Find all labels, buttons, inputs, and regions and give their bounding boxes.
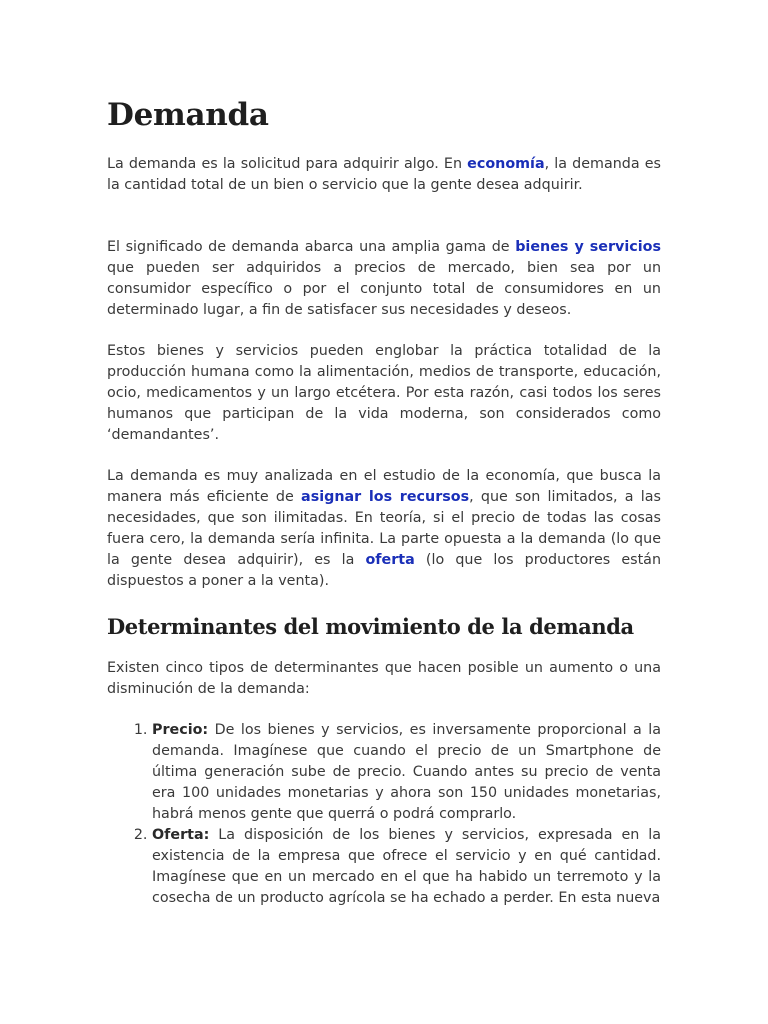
page-title: Demanda [107, 97, 269, 133]
paragraph-significado [107, 237, 661, 321]
p4-text-middle: , que son limitados, a las necesidades, que son ilimitadas. En teoría, si el precio de todas las cosas fuera cero, la demanda sería infinita. La parte opuesta a la demanda (lo que la gente desea adquirir), es la [107, 489, 661, 568]
paragraph-bienes: Estos bienes y servicios pueden englobar la práctica totalidad de la producción humana como la alimentación, medios de transporte, educación, ocio, medicamentos y un largo etcétera. Por esta razón, casi todos los seres humanos que participan de la vida moderna, son considerados como ‘demandantes’. [107, 343, 661, 443]
p4-text-before: La demanda es muy analizada en el estudio de la economía, que busca la manera más eficiente de [107, 468, 661, 505]
list-item [152, 720, 661, 825]
link-bienes-y-servicios[interactable]: bienes y servicios [515, 239, 661, 255]
intro-text-before: La demanda es la solicitud para adquirir algo. En [107, 156, 468, 172]
p2-text-after: que pueden ser adquiridos a precios de mercado, bien sea por un consumidor específico o por el conjunto total de consumidores en un determinado lugar, a fin de satisfacer sus necesidades y deseos. [107, 260, 661, 318]
p4-text-after: (lo que los productores están dispuestos a poner a la venta). [107, 552, 662, 589]
list-item-text: De los bienes y servicios, es inversamente proporcional a la demanda. Imagínese que cuando el precio de un Smartphone de última generación sube de precio. Cuando antes su precio de venta era 100 unidades monetarias y ahora son 150 unidades monetarias, habrá menos gente que querrá o podrá comprarlo. [152, 722, 661, 822]
list-item-term: Precio: [152, 722, 209, 738]
p2-text-before: El significado de demanda abarca una amplia gama de [107, 239, 516, 255]
list-item-term: Oferta: [152, 827, 210, 843]
link-economia[interactable]: economía [467, 156, 545, 172]
list-item-text: La disposición de los bienes y servicios, expresada en la existencia de la empresa que ofrece el servicio y en qué cantidad. Imagínese que en un mercado en el que ha habido un terremoto y la cosecha de un producto agrícola se ha echado a perder. En esta nueva [152, 827, 661, 906]
intro-paragraph [107, 154, 661, 196]
list-item [152, 825, 661, 909]
link-asignar-los-recursos[interactable]: asignar los recursos [301, 489, 470, 505]
paragraph-analisis [107, 466, 661, 592]
determinants-list [107, 720, 661, 909]
intro-text-after: , la demanda es la cantidad total de un bien o servicio que la gente desea adquirir. [107, 156, 661, 193]
link-oferta[interactable]: oferta [365, 552, 415, 568]
section-heading: Determinantes del movimiento de la demanda [107, 614, 634, 639]
article [107, 96, 661, 909]
paragraph-determinantes: Existen cinco tipos de determinantes que hacen posible un aumento o una disminución de la demanda: [107, 660, 661, 697]
